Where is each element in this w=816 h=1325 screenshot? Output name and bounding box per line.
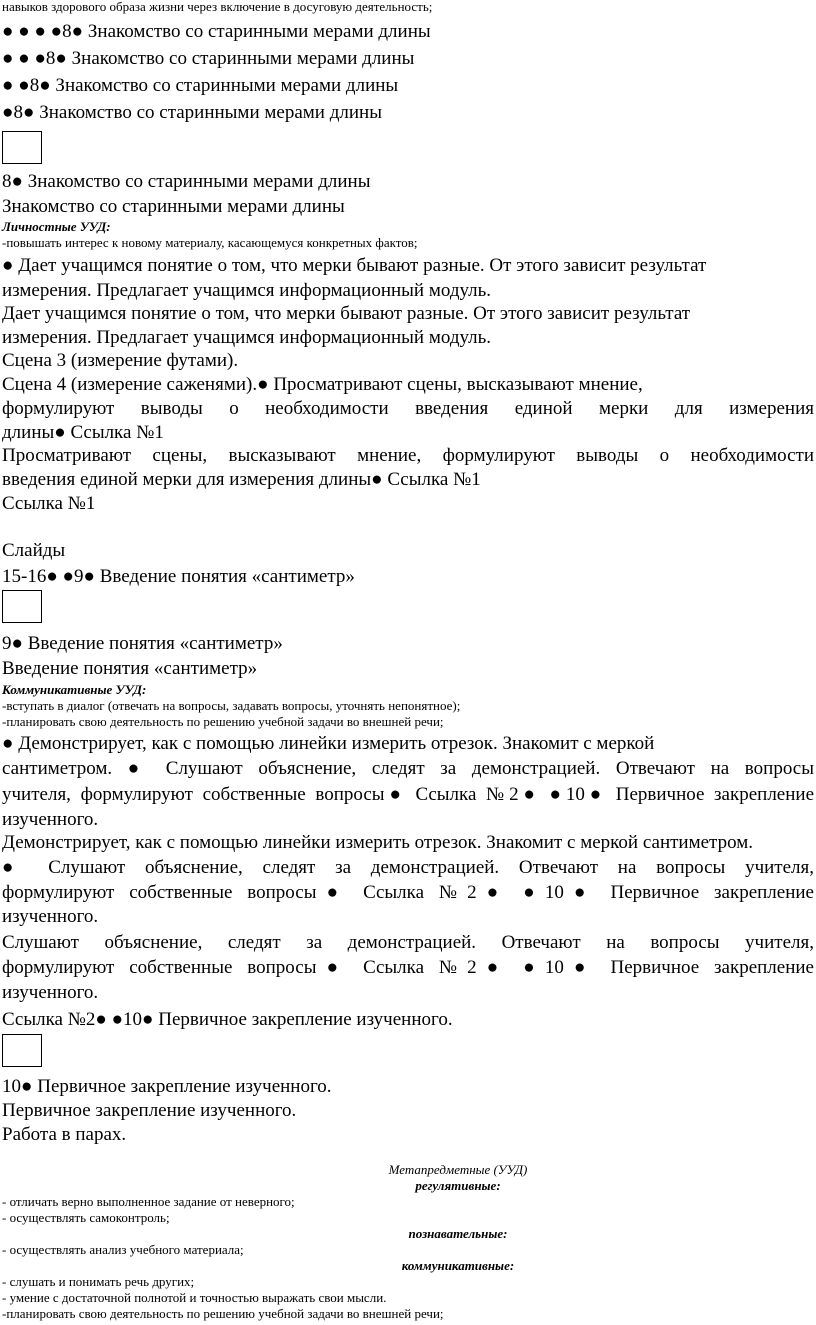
text-line: Ссылка №1 <box>2 493 96 514</box>
text-line: Слушают объяснение, следят за демонстрацией. Отвечают на вопросы учителя, <box>2 932 814 953</box>
empty-cell-box <box>2 131 42 164</box>
text-line: изученного. <box>2 906 99 927</box>
text-line: Ссылка №2● ●10● Первичное закрепление изученного. <box>2 1009 453 1030</box>
text-line: изученного. <box>2 809 99 830</box>
text-line: ● Слушают объяснение, следят за демонстрацией. Отвечают на вопросы учителя, <box>2 857 814 878</box>
text-line: -вступать в диалог (отвечать на вопросы, задавать вопросы, уточнять непонятное); <box>2 698 461 713</box>
empty-cell-box <box>2 1034 42 1067</box>
section-heading: коммуникативные: <box>401 1258 515 1273</box>
text-line: Слайды <box>2 540 66 561</box>
section-heading: регулятивные: <box>415 1178 501 1193</box>
text-line: Первичное закрепление изученного. <box>2 1100 297 1121</box>
text-line: - умение с достаточной полнотой и точностью выражать свои мысли. <box>2 1290 387 1305</box>
section-heading: Личностные УУД: <box>2 219 111 234</box>
text-line: учителя, формулируют собственные вопросы● Ссылка №2● ●10● Первичное закрепление <box>2 784 814 805</box>
text-line: формулируют собственные вопросы● Ссылка №2● ●10● Первичное закрепление <box>2 882 814 903</box>
text-line: Дает учащимся понятие о том, что мерки бывают разные. От этого зависит результат <box>2 303 691 324</box>
text-line: измерения. Предлагает учащимся информационный модуль. <box>2 280 492 301</box>
text-line: формулируют собственные вопросы● Ссылка №2● ●10● Первичное закрепление <box>2 957 814 978</box>
text-line: изученного. <box>2 982 99 1003</box>
text-line: - осуществлять самоконтроль; <box>2 1210 170 1225</box>
text-line: 9● Введение понятия «сантиметр» <box>2 633 283 654</box>
text-line: - слушать и понимать речь других; <box>2 1274 195 1289</box>
text-line: ● Демонстрирует, как с помощью линейки измерить отрезок. Знакомит с меркой <box>2 733 655 754</box>
text-line: введения единой мерки для измерения длины● Ссылка №1 <box>2 469 481 490</box>
text-line: длины● Ссылка №1 <box>2 422 164 443</box>
text-line: формулируют выводы о необходимости введения единой мерки для измерения <box>2 398 814 419</box>
section-heading: Метапредметные (УУД) <box>388 1162 528 1177</box>
text-line: -планировать свою деятельность по решению учебной задачи во внешней речи; <box>2 1306 444 1321</box>
empty-cell-box <box>2 590 42 623</box>
text-line: - осуществлять анализ учебного материала; <box>2 1242 244 1257</box>
text-line: ● ● ●8● Знакомство со старинными мерами длины <box>2 48 415 69</box>
text-line: ● ● ● ●8● Знакомство со старинными мерами длины <box>2 21 431 42</box>
text-line: ● Дает учащимся понятие о том, что мерки бывают разные. От этого зависит результат <box>2 255 707 276</box>
text-line: Сцена 4 (измерение саженями).● Просматривают сцены, высказывают мнение, <box>2 374 643 395</box>
text-line: 10● Первичное закрепление изученного. <box>2 1076 332 1097</box>
text-line: Сцена 3 (измерение футами). <box>2 350 239 371</box>
text-line: Работа в парах. <box>2 1124 127 1145</box>
text-line: измерения. Предлагает учащимся информационный модуль. <box>2 327 492 348</box>
text-line: ● ●8● Знакомство со старинными мерами длины <box>2 75 399 96</box>
text-line: Демонстрирует, как с помощью линейки измерить отрезок. Знакомит с меркой сантиметром. <box>2 832 753 853</box>
text-line: сантиметром. ● Слушают объяснение, следят за демонстрацией. Отвечают на вопросы <box>2 758 814 779</box>
text-line: ●8● Знакомство со старинными мерами длины <box>2 102 382 123</box>
text-line: Просматривают сцены, высказывают мнение, формулируют выводы о необходимости <box>2 445 814 466</box>
text-line: - отличать верно выполненное задание от неверного; <box>2 1194 295 1209</box>
text-line: Знакомство со старинными мерами длины <box>2 196 345 217</box>
section-heading: познавательные: <box>408 1226 508 1241</box>
text-line: навыков здорового образа жизни через включение в досуговую деятельность; <box>2 0 433 14</box>
text-line: Введение понятия «сантиметр» <box>2 658 258 679</box>
text-line: -повышать интерес к новому материалу, касающемуся конкретных фактов; <box>2 235 418 250</box>
text-line: -планировать свою деятельность по решению учебной задачи во внешней речи; <box>2 714 444 729</box>
text-line: 8● Знакомство со старинными мерами длины <box>2 171 371 192</box>
text-line: 15-16● ●9● Введение понятия «сантиметр» <box>2 566 355 587</box>
section-heading: Коммуникативные УУД: <box>2 682 147 697</box>
